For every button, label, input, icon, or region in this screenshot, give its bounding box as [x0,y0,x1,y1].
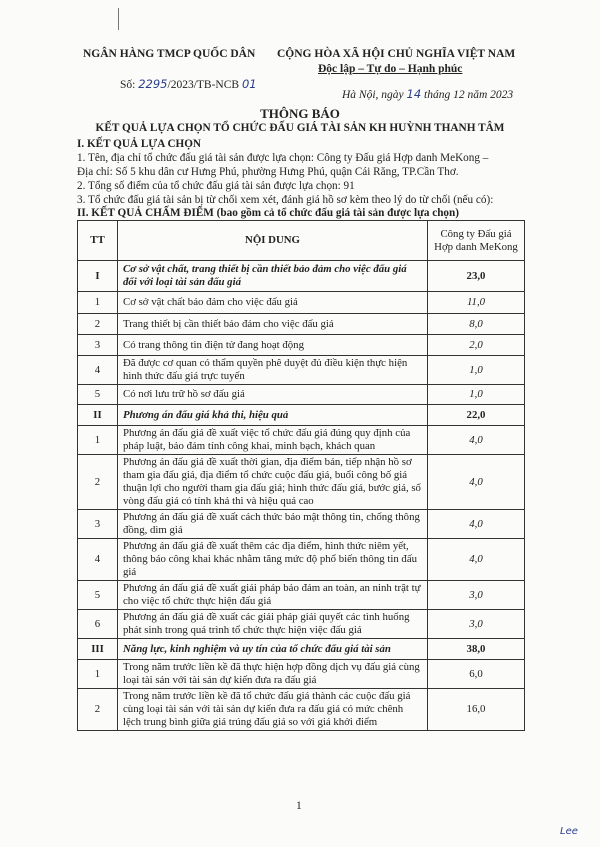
row-number: 5 [78,385,118,405]
section-2-heading: II. KẾT QUẢ CHẤM ĐIỂM (bao gồm cả tổ chức đấu giá tài sản được lựa chọn) [77,207,459,219]
row-score: 3,0 [428,581,525,610]
row-score: 38,0 [428,639,525,660]
table-row [78,539,525,581]
row-score: 4,0 [428,539,525,581]
handwritten-number: 2295 [138,77,168,91]
column-header-content: NỘI DUNG [118,221,428,261]
row-number: 1 [78,426,118,455]
row-content: Phương án đấu giá đề xuất việc tổ chức đấu giá đúng quy định của pháp luật, bảo đảm tính công khai, minh bạch, khách quan [118,426,428,455]
row-number: 2 [78,314,118,335]
place-date [342,87,513,101]
row-number: 1 [78,292,118,314]
table-row [78,314,525,335]
document-number [120,77,257,91]
row-score: 8,0 [428,314,525,335]
row-content: Trong năm trước liền kề đã tổ chức đấu giá thành các cuộc đấu giá cùng loại tài sản với tài sản dự kiến đưa ra đấu giá có mức chênh lệch trung bình giữa giá trúng đấu giá so với giá khởi điểm [118,689,428,731]
row-content: Trong năm trước liền kề đã thực hiện hợp đồng dịch vụ đấu giá cùng loại tài sản với tài sản dự kiến đưa ra đấu giá [118,660,428,689]
row-content: Phương án đấu giá đề xuất thêm các địa điểm, hình thức niêm yết, thông báo công khai khác nhằm tăng mức độ phổ biến thông tin đấu giá [118,539,428,581]
row-score: 23,0 [428,261,525,292]
table-row [78,660,525,689]
row-score: 16,0 [428,689,525,731]
row-content: Cơ sở vật chất bảo đảm cho việc đấu giá [118,292,428,314]
row-content: Phương án đấu giá khả thi, hiệu quả [118,405,428,426]
date-suffix: tháng 12 năm 2023 [421,89,514,101]
row-number: 2 [78,689,118,731]
section-1-heading: I. KẾT QUẢ LỰA CHỌN [77,138,202,150]
table-row [78,455,525,510]
table-row [78,689,525,731]
section-1-line: 2. Tổng số điểm của tổ chức đấu giá tài sản được lựa chọn: 91 [77,180,355,192]
row-content: Năng lực, kinh nghiệm và uy tín của tổ chức đấu giá tài sản [118,639,428,660]
row-score: 1,0 [428,385,525,405]
national-motto: Độc lập – Tự do – Hạnh phúc [318,63,463,75]
section-1-line: 3. Tổ chức đấu giá tài sản bị từ chối xem xét, đánh giá hồ sơ kèm theo lý do từ chối (nếu có): [77,194,494,206]
table-row [78,292,525,314]
table-row [78,581,525,610]
row-content: Phương án đấu giá đề xuất cách thức bảo mật thông tin, chống thông đồng, dìm giá [118,510,428,539]
row-content: Phương án đấu giá đề xuất các giải pháp giải quyết các tình huống phát sinh trong quá trình tổ chức thực hiện việc đấu giá [118,610,428,639]
row-score: 2,0 [428,335,525,356]
handwritten-stroke [118,8,119,30]
score-table [77,220,525,731]
column-header-tt: TT [78,221,118,261]
table-row [78,385,525,405]
row-number: II [78,405,118,426]
row-number: 5 [78,581,118,610]
row-number: 2 [78,455,118,510]
row-content: Trang thiết bị cần thiết bảo đảm cho việc đấu giá [118,314,428,335]
row-content: Phương án đấu giá đề xuất giải pháp bảo đảm an toàn, an ninh trật tự cho việc tổ chức thực hiện đấu giá [118,581,428,610]
table-row [78,426,525,455]
row-number: 1 [78,660,118,689]
row-content: Có trang thông tin điện tử đang hoạt động [118,335,428,356]
row-number: 3 [78,335,118,356]
section-1-line: Địa chỉ: Số 5 khu dân cư Hưng Phú, phường Hưng Phú, quận Cái Răng, TP.Cần Thơ. [77,166,459,178]
section-1-line: 1. Tên, địa chỉ tổ chức đấu giá tài sản được lựa chọn: Công ty Đấu giá Hợp danh MeKong – [77,152,489,164]
row-score: 22,0 [428,405,525,426]
table-row [78,405,525,426]
handwritten-number-2: 01 [241,77,257,91]
row-number: 4 [78,539,118,581]
date-prefix: Hà Nội, ngày [342,89,407,101]
row-score: 1,0 [428,356,525,385]
document-number-prefix: Số: [120,79,139,91]
table-row [78,261,525,292]
table-header-row [78,221,525,261]
row-score: 3,0 [428,610,525,639]
row-number: 6 [78,610,118,639]
handwritten-day: 14 [406,87,422,101]
document-number-suffix: /2023/TB-NCB [167,79,240,91]
row-score: 4,0 [428,426,525,455]
signature: Lee [560,826,578,837]
national-title: CỘNG HÒA XÃ HỘI CHỦ NGHĨA VIỆT NAM [277,48,516,60]
row-number: 3 [78,510,118,539]
table-row [78,639,525,660]
table-row [78,510,525,539]
row-score: 11,0 [428,292,525,314]
table-row [78,335,525,356]
row-score: 4,0 [428,455,525,510]
row-content: Phương án đấu giá đề xuất thời gian, địa điểm bán, tiếp nhận hồ sơ tham gia đấu giá, địa điểm tổ chức cuộc đấu giá, buổi công bố giá thuận lợi cho người tham gia đấu giá; hình thức đấu giá, bước giá, số vòng đấu giá có tính khả thi và hiệu quả cao [118,455,428,510]
table-row [78,356,525,385]
row-number: 4 [78,356,118,385]
row-content: Đã được cơ quan có thẩm quyền phê duyệt đủ điều kiện thực hiện hình thức đấu giá trực tuyến [118,356,428,385]
organization-name: NGÂN HÀNG TMCP QUỐC DÂN [83,48,256,60]
row-score: 6,0 [428,660,525,689]
document-title: THÔNG BÁO [260,106,340,121]
row-content: Cơ sở vật chất, trang thiết bị cần thiết bảo đảm cho việc đấu giá đối với loại tài sản đấu giá [118,261,428,292]
row-content: Có nơi lưu trữ hồ sơ đấu giá [118,385,428,405]
row-score: 4,0 [428,510,525,539]
table-row [78,610,525,639]
document-subtitle: KẾT QUẢ LỰA CHỌN TỔ CHỨC ĐẤU GIÁ TÀI SẢN KH HUỲNH THANH TÂM [95,122,505,134]
row-number: I [78,261,118,292]
column-header-company: Công ty Đấu giá Hợp danh MeKong [428,221,525,261]
row-number: III [78,639,118,660]
page-number: 1 [296,800,302,812]
